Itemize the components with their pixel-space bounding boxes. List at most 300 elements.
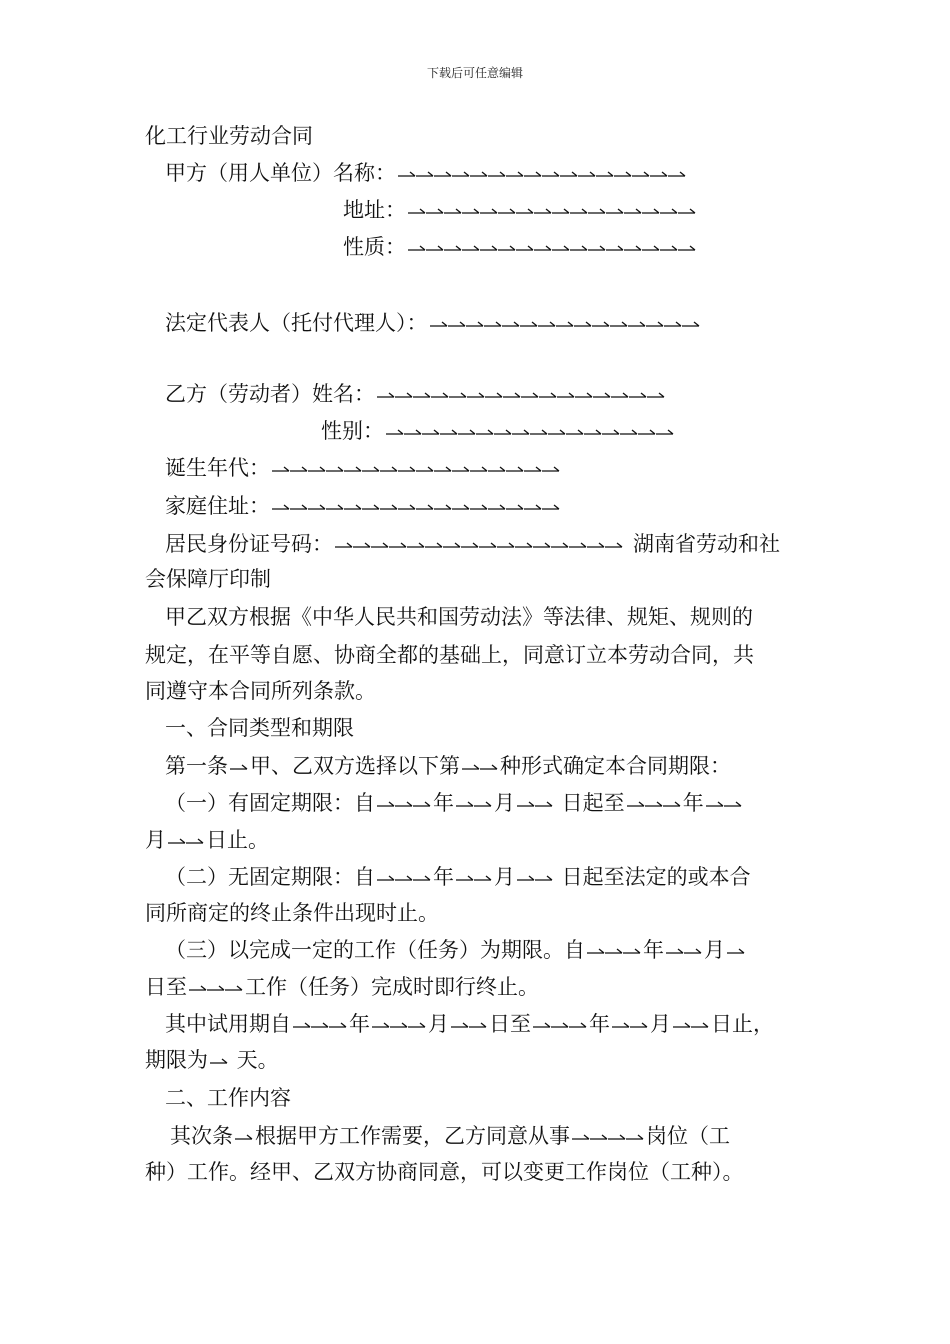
section1-heading: 一、合同类型和期限 bbox=[165, 716, 354, 740]
fill-blank bbox=[664, 946, 704, 958]
blank-arrow-segment bbox=[502, 322, 519, 326]
blank-arrows bbox=[515, 873, 555, 885]
blank-arrow-segment bbox=[590, 1135, 607, 1139]
blank-arrow-segment bbox=[630, 1023, 647, 1027]
article2-line bbox=[170, 1124, 730, 1148]
blank-arrow-segment bbox=[691, 1023, 708, 1027]
blank-arrow-segment bbox=[389, 543, 406, 547]
blank-arrow-segment bbox=[584, 430, 601, 434]
blank-arrow-segment bbox=[614, 172, 631, 176]
home-address-line bbox=[165, 494, 562, 518]
blank-arrow-segment bbox=[627, 802, 644, 806]
blank-arrow-segment bbox=[371, 543, 388, 547]
blank-arrow-segment bbox=[605, 949, 622, 953]
blank-arrows bbox=[454, 873, 494, 885]
blank-arrow-segment bbox=[395, 393, 412, 397]
blank-arrow-segment bbox=[456, 876, 473, 880]
blank-arrow-segment bbox=[588, 246, 605, 250]
blank-arrow-segment bbox=[663, 802, 680, 806]
blank-arrow-segment bbox=[434, 467, 451, 471]
open-term-label: （二）无固定期限：自 bbox=[165, 865, 375, 889]
blank-arrows bbox=[610, 1020, 650, 1032]
task-term-line bbox=[165, 938, 747, 962]
blank-arrow-segment bbox=[461, 543, 478, 547]
blank-arrow-segment bbox=[449, 393, 466, 397]
blank-arrows bbox=[531, 1020, 589, 1032]
blank-arrow-segment bbox=[668, 172, 685, 176]
intro-line-1: 甲乙双方根据《中华人民共和国劳动法》等法律、规矩、规则的 bbox=[165, 605, 753, 629]
blank-arrow-segment bbox=[673, 1023, 690, 1027]
blank-arrow-segment bbox=[404, 430, 421, 434]
fill-blank bbox=[531, 1020, 589, 1032]
blank-arrow-segment bbox=[395, 876, 412, 880]
blank-arrows bbox=[671, 1020, 711, 1032]
blank-arrow-segment bbox=[189, 986, 206, 990]
article1-line bbox=[165, 754, 731, 778]
blank-arrow-segment bbox=[632, 172, 649, 176]
blank-arrow-segment bbox=[606, 246, 623, 250]
blank-arrow-segment bbox=[524, 505, 541, 509]
blank-arrow-segment bbox=[629, 393, 646, 397]
blank-arrow-segment bbox=[512, 430, 529, 434]
article2-text-tail: 岗位（工 bbox=[646, 1124, 730, 1148]
month-label: 月 bbox=[650, 1012, 671, 1036]
party-b-gender-label: 性别： bbox=[321, 419, 384, 443]
blank-arrows bbox=[291, 1020, 349, 1032]
blank-arrow-segment bbox=[506, 467, 523, 471]
blank-arrow-segment bbox=[498, 246, 515, 250]
probation-period-label: 期限为 bbox=[145, 1048, 208, 1072]
blank-arrow-segment bbox=[480, 765, 497, 769]
task-term-tail: 工作（任务）完成时即行终止。 bbox=[245, 975, 539, 999]
fill-blank bbox=[375, 873, 433, 885]
year-label: 年 bbox=[682, 791, 704, 815]
fill-blank bbox=[228, 762, 250, 774]
publisher-text-cont: 会保障厅印制 bbox=[145, 567, 271, 591]
blank-arrow-segment bbox=[380, 505, 397, 509]
blank-arrow-segment bbox=[724, 802, 741, 806]
day-end-label: 日止。 bbox=[206, 828, 269, 852]
blank-arrow-segment bbox=[344, 467, 361, 471]
blank-arrows bbox=[585, 946, 643, 958]
blank-arrow-segment bbox=[650, 172, 667, 176]
blank-arrow-segment bbox=[293, 1023, 310, 1027]
blank-arrows bbox=[460, 762, 500, 774]
blank-arrow-segment bbox=[456, 802, 473, 806]
intro-line-2: 规定，在平等自愿、协商全都的基础上，同意订立本劳动合同，共 bbox=[145, 643, 754, 667]
fill-blank bbox=[375, 799, 433, 811]
blank-arrow-segment bbox=[605, 543, 622, 547]
blank-arrow-segment bbox=[413, 876, 430, 880]
article1-label: 第一条 bbox=[165, 754, 228, 778]
blank-arrow-segment bbox=[506, 172, 523, 176]
id-number-line bbox=[165, 532, 780, 556]
fill-blank bbox=[375, 390, 667, 402]
article2-text: 根据甲方工作需要，乙方同意从事 bbox=[255, 1124, 570, 1148]
fixed-term-line bbox=[165, 791, 744, 815]
blank-arrow-segment bbox=[408, 209, 425, 213]
blank-arrow-segment bbox=[408, 246, 425, 250]
blank-arrow-segment bbox=[452, 505, 469, 509]
blank-arrow-segment bbox=[308, 467, 325, 471]
home-address-label: 家庭住址： bbox=[165, 494, 270, 518]
blank-arrow-segment bbox=[646, 322, 663, 326]
blank-arrow-segment bbox=[290, 467, 307, 471]
blank-arrow-segment bbox=[480, 209, 497, 213]
blank-arrow-segment bbox=[606, 209, 623, 213]
fill-blank bbox=[187, 983, 245, 995]
blank-arrow-segment bbox=[362, 467, 379, 471]
party-a-address-line bbox=[343, 198, 698, 222]
blank-arrow-segment bbox=[624, 246, 641, 250]
blank-arrows bbox=[375, 390, 667, 402]
blank-arrow-segment bbox=[458, 430, 475, 434]
blank-arrow-segment bbox=[642, 209, 659, 213]
party-b-name-line bbox=[165, 382, 667, 406]
day-end-label: 日止， bbox=[711, 1012, 774, 1036]
blank-arrow-segment bbox=[426, 209, 443, 213]
blank-arrow-segment bbox=[311, 1023, 328, 1027]
blank-arrow-segment bbox=[572, 1135, 589, 1139]
blank-arrows bbox=[428, 319, 702, 331]
blank-arrow-segment bbox=[642, 246, 659, 250]
blank-arrow-segment bbox=[524, 172, 541, 176]
blank-arrow-segment bbox=[395, 802, 412, 806]
month-label: 月 bbox=[428, 1012, 449, 1036]
year-label: 年 bbox=[589, 1012, 610, 1036]
blank-arrow-segment bbox=[272, 467, 289, 471]
blank-arrow-segment bbox=[377, 393, 394, 397]
blank-arrow-segment bbox=[533, 543, 550, 547]
blank-arrow-segment bbox=[497, 543, 514, 547]
blank-arrow-segment bbox=[474, 802, 491, 806]
blank-arrow-segment bbox=[552, 209, 569, 213]
year-label: 年 bbox=[433, 865, 454, 889]
blank-arrow-segment bbox=[451, 1023, 468, 1027]
id-number-label: 居民身份证号码： bbox=[165, 532, 333, 556]
fixed-term-line-cont bbox=[145, 828, 269, 852]
blank-arrow-segment bbox=[542, 172, 559, 176]
blank-arrow-segment bbox=[666, 949, 683, 953]
publisher-text: 湖南省劳动和社 bbox=[633, 532, 780, 556]
blank-arrows bbox=[515, 799, 555, 811]
day-to-label: 日至 bbox=[145, 975, 187, 999]
blank-arrow-segment bbox=[462, 209, 479, 213]
blank-arrow-segment bbox=[551, 1023, 568, 1027]
blank-arrow-segment bbox=[434, 172, 451, 176]
blank-arrow-segment bbox=[168, 839, 185, 843]
blank-arrow-segment bbox=[398, 172, 415, 176]
blank-arrow-segment bbox=[578, 172, 595, 176]
year-label: 年 bbox=[433, 791, 454, 815]
blank-arrow-segment bbox=[372, 1023, 389, 1027]
fill-blank bbox=[396, 169, 688, 181]
blank-arrows bbox=[570, 1132, 646, 1144]
fill-blank bbox=[725, 946, 747, 958]
birth-label: 诞生年代： bbox=[165, 456, 270, 480]
blank-arrow-segment bbox=[624, 209, 641, 213]
blank-arrow-segment bbox=[520, 322, 537, 326]
blank-arrows bbox=[375, 799, 433, 811]
blank-arrow-segment bbox=[706, 802, 723, 806]
blank-arrow-segment bbox=[467, 393, 484, 397]
blank-arrow-segment bbox=[329, 1023, 346, 1027]
month-label: 月 bbox=[494, 791, 515, 815]
blank-arrow-segment bbox=[416, 505, 433, 509]
blank-arrow-segment bbox=[434, 505, 451, 509]
fill-blank bbox=[166, 836, 206, 848]
blank-arrow-segment bbox=[660, 209, 677, 213]
blank-arrow-segment bbox=[560, 172, 577, 176]
blank-arrow-segment bbox=[335, 543, 352, 547]
blank-arrow-segment bbox=[230, 765, 247, 769]
blank-arrow-segment bbox=[608, 1135, 625, 1139]
legal-rep-label: 法定代表人（托付代理人）： bbox=[165, 311, 428, 335]
fill-blank bbox=[406, 206, 698, 218]
open-term-line bbox=[165, 865, 751, 889]
blank-arrow-segment bbox=[408, 1023, 425, 1027]
blank-arrow-segment bbox=[210, 1059, 227, 1063]
blank-arrows bbox=[370, 1020, 428, 1032]
open-term-tail: 日起至法定的或本合 bbox=[555, 865, 751, 889]
blank-arrow-segment bbox=[476, 430, 493, 434]
blank-arrow-segment bbox=[569, 543, 586, 547]
blank-arrows bbox=[664, 946, 704, 958]
blank-arrow-segment bbox=[628, 322, 645, 326]
party-a-nature-line bbox=[343, 235, 698, 259]
blank-arrow-segment bbox=[535, 876, 552, 880]
blank-arrow-segment bbox=[620, 430, 637, 434]
fixed-term-label: （一）有固定期限：自 bbox=[165, 791, 375, 815]
blank-arrow-segment bbox=[538, 322, 555, 326]
fill-blank bbox=[585, 946, 643, 958]
blank-arrow-segment bbox=[566, 430, 583, 434]
blank-arrow-segment bbox=[207, 986, 224, 990]
header-note: 下载后可任意编辑 bbox=[426, 66, 523, 80]
blank-arrow-segment bbox=[534, 246, 551, 250]
blank-arrow-segment bbox=[638, 430, 655, 434]
blank-arrow-segment bbox=[380, 467, 397, 471]
blank-arrow-segment bbox=[551, 543, 568, 547]
blank-arrow-segment bbox=[488, 172, 505, 176]
blank-arrow-segment bbox=[498, 209, 515, 213]
blank-arrow-segment bbox=[186, 839, 203, 843]
blank-arrows bbox=[449, 1020, 489, 1032]
blank-arrow-segment bbox=[503, 393, 520, 397]
fill-blank bbox=[428, 319, 702, 331]
blank-arrow-segment bbox=[727, 949, 744, 953]
blank-arrow-segment bbox=[517, 802, 534, 806]
party-b-label: 乙方（劳动者） bbox=[165, 382, 312, 406]
fill-blank bbox=[454, 799, 494, 811]
party-b-gender-line bbox=[321, 419, 676, 443]
fill-blank bbox=[625, 799, 683, 811]
blank-arrow-segment bbox=[353, 543, 370, 547]
blank-arrow-segment bbox=[570, 246, 587, 250]
blank-arrow-segment bbox=[660, 246, 677, 250]
blank-arrow-segment bbox=[290, 505, 307, 509]
blank-arrow-segment bbox=[480, 246, 497, 250]
month-label: 月 bbox=[704, 938, 725, 962]
blank-arrow-segment bbox=[398, 467, 415, 471]
blank-arrow-segment bbox=[488, 505, 505, 509]
fill-blank bbox=[454, 873, 494, 885]
blank-arrow-segment bbox=[362, 505, 379, 509]
blank-arrows bbox=[208, 1056, 230, 1068]
blank-arrow-segment bbox=[431, 393, 448, 397]
blank-arrow-segment bbox=[469, 1023, 486, 1027]
blank-arrow-segment bbox=[484, 322, 501, 326]
blank-arrow-segment bbox=[678, 209, 695, 213]
fill-blank bbox=[449, 1020, 489, 1032]
blank-arrow-segment bbox=[466, 322, 483, 326]
blank-arrow-segment bbox=[534, 209, 551, 213]
blank-arrows bbox=[396, 169, 688, 181]
blank-arrow-segment bbox=[656, 430, 673, 434]
blank-arrow-segment bbox=[664, 322, 681, 326]
blank-arrow-segment bbox=[539, 393, 556, 397]
party-a-address-label: 地址： bbox=[343, 198, 406, 222]
blank-arrow-segment bbox=[535, 802, 552, 806]
blank-arrows bbox=[166, 836, 206, 848]
blank-arrow-segment bbox=[612, 1023, 629, 1027]
blank-arrow-segment bbox=[416, 172, 433, 176]
blank-arrows bbox=[384, 427, 676, 439]
probation-label: 其中试用期自 bbox=[165, 1012, 291, 1036]
blank-arrow-segment bbox=[326, 505, 343, 509]
blank-arrows bbox=[454, 799, 494, 811]
blank-arrows bbox=[333, 540, 625, 552]
blank-arrow-segment bbox=[588, 209, 605, 213]
blank-arrows bbox=[375, 873, 433, 885]
blank-arrow-segment bbox=[542, 505, 559, 509]
blank-arrow-segment bbox=[444, 209, 461, 213]
party-a-name-label: 名称： bbox=[333, 161, 396, 185]
blank-arrow-segment bbox=[462, 246, 479, 250]
blank-arrow-segment bbox=[448, 322, 465, 326]
birth-line bbox=[165, 456, 562, 480]
article1-text-tail: 种形式确定本合同期限： bbox=[500, 754, 731, 778]
blank-arrow-segment bbox=[470, 505, 487, 509]
blank-arrow-segment bbox=[610, 322, 627, 326]
fill-blank bbox=[291, 1020, 349, 1032]
legal-rep-line bbox=[165, 311, 702, 335]
year-label: 年 bbox=[643, 938, 664, 962]
fill-blank bbox=[384, 427, 676, 439]
article2-label: 其次条 bbox=[170, 1124, 233, 1148]
blank-arrows bbox=[625, 799, 683, 811]
party-b-name-label: 姓名： bbox=[312, 382, 375, 406]
blank-arrows bbox=[704, 799, 744, 811]
blank-arrow-segment bbox=[377, 802, 394, 806]
month-label: 月 bbox=[145, 828, 166, 852]
blank-arrow-segment bbox=[552, 246, 569, 250]
blank-arrow-segment bbox=[516, 246, 533, 250]
party-a-name-line bbox=[165, 161, 688, 185]
blank-arrow-segment bbox=[413, 393, 430, 397]
fill-blank bbox=[460, 762, 500, 774]
blank-arrow-segment bbox=[443, 543, 460, 547]
blank-arrow-segment bbox=[390, 1023, 407, 1027]
fill-blank bbox=[370, 1020, 428, 1032]
blank-arrow-segment bbox=[587, 543, 604, 547]
month-label: 月 bbox=[494, 865, 515, 889]
blank-arrows bbox=[406, 206, 698, 218]
blank-arrow-segment bbox=[570, 209, 587, 213]
fill-blank bbox=[233, 1132, 255, 1144]
blank-arrows bbox=[406, 243, 698, 255]
blank-arrow-segment bbox=[485, 393, 502, 397]
blank-arrow-segment bbox=[682, 322, 699, 326]
fill-blank bbox=[333, 540, 625, 552]
party-a-nature-label: 性质： bbox=[343, 235, 406, 259]
fill-blank bbox=[515, 799, 555, 811]
blank-arrow-segment bbox=[422, 430, 439, 434]
blank-arrows bbox=[187, 983, 245, 995]
blank-arrow-segment bbox=[593, 393, 610, 397]
blank-arrow-segment bbox=[623, 949, 640, 953]
blank-arrow-segment bbox=[398, 505, 415, 509]
blank-arrow-segment bbox=[413, 802, 430, 806]
blank-arrow-segment bbox=[678, 246, 695, 250]
fill-blank bbox=[671, 1020, 711, 1032]
fill-blank bbox=[270, 502, 562, 514]
blank-arrows bbox=[270, 464, 562, 476]
section2-heading: 二、工作内容 bbox=[165, 1086, 291, 1110]
fill-blank bbox=[208, 1056, 230, 1068]
blank-arrow-segment bbox=[452, 467, 469, 471]
blank-arrow-segment bbox=[575, 393, 592, 397]
blank-arrow-segment bbox=[548, 430, 565, 434]
blank-arrow-segment bbox=[452, 172, 469, 176]
fill-blank bbox=[570, 1132, 646, 1144]
open-term-line-cont: 同所商定的终止条件出现时止。 bbox=[145, 901, 439, 925]
blank-arrow-segment bbox=[470, 172, 487, 176]
day-from-label: 日起至 bbox=[555, 791, 625, 815]
task-term-label: （三）以完成一定的工作（任务）为期限。自 bbox=[165, 938, 585, 962]
blank-arrow-segment bbox=[684, 949, 701, 953]
blank-arrow-segment bbox=[596, 172, 613, 176]
article1-text: 甲、乙双方选择以下第 bbox=[250, 754, 460, 778]
blank-arrows bbox=[270, 502, 562, 514]
blank-arrow-segment bbox=[533, 1023, 550, 1027]
year-label: 年 bbox=[349, 1012, 370, 1036]
blank-arrow-segment bbox=[308, 505, 325, 509]
blank-arrow-segment bbox=[235, 1135, 252, 1139]
blank-arrow-segment bbox=[524, 467, 541, 471]
blank-arrow-segment bbox=[470, 467, 487, 471]
blank-arrow-segment bbox=[626, 1135, 643, 1139]
document-title: 化工行业劳动合同 bbox=[145, 124, 313, 148]
blank-arrow-segment bbox=[517, 876, 534, 880]
blank-arrows bbox=[233, 1132, 255, 1144]
day-to-label: 日至 bbox=[489, 1012, 531, 1036]
probation-line bbox=[165, 1012, 774, 1036]
blank-arrow-segment bbox=[474, 876, 491, 880]
task-term-line-cont bbox=[145, 975, 539, 999]
blank-arrow-segment bbox=[344, 505, 361, 509]
blank-arrow-segment bbox=[225, 986, 242, 990]
blank-arrow-segment bbox=[326, 467, 343, 471]
blank-arrow-segment bbox=[430, 322, 447, 326]
blank-arrow-segment bbox=[444, 246, 461, 250]
article2-line-cont: 种）工作。经甲、乙双方协商同意，可以变更工作岗位（工种）。 bbox=[145, 1160, 744, 1184]
blank-arrow-segment bbox=[542, 467, 559, 471]
blank-arrow-segment bbox=[425, 543, 442, 547]
blank-arrow-segment bbox=[645, 802, 662, 806]
blank-arrows bbox=[725, 946, 747, 958]
fill-blank bbox=[610, 1020, 650, 1032]
